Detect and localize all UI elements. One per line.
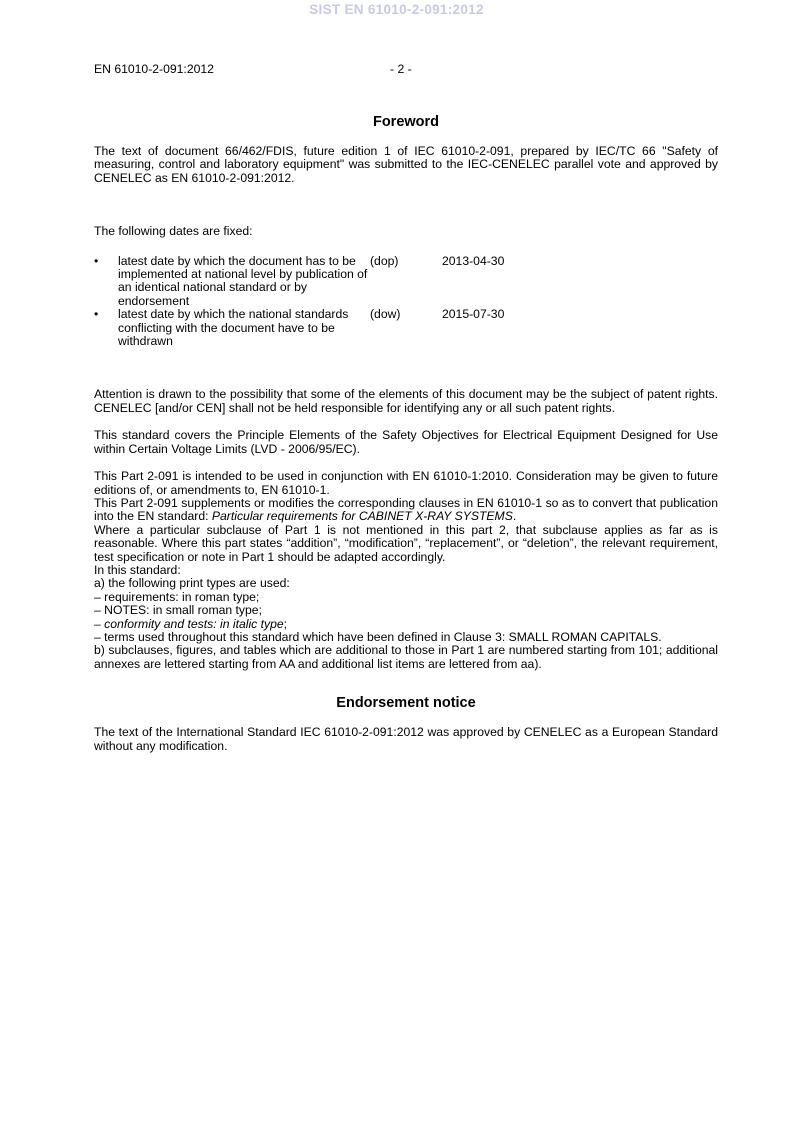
date-item-text: latest date by which the national standards conflicting with the document have to be withdrawn [118, 307, 349, 349]
print-types-intro: a) the following print types are used: [94, 576, 290, 591]
date-item-text: latest date by which the document has to be implemented at national level by publication of an identical national standard or by endorsement [118, 253, 368, 308]
dates-intro: The following dates are fixed: [94, 224, 253, 239]
endorsement-heading: Endorsement notice [336, 695, 476, 712]
subclause-note: Where a particular subclause of Part 1 is not mentioned in this part 2, that subclause applies as far as is reasonable. Where this part states “addition”, “modification”, “replacement”, or “deletion”, the relevant requirement, test specification or note in Part 1 should be adapted accordingly. [94, 522, 718, 564]
date-item-dow [94, 308, 718, 348]
part-intended: This Part 2-091 is intended to be used in conjunction with EN 61010-1:2010. Consideration may be given to future editions of, or amendments to, EN 61010-1. [94, 469, 718, 497]
print-requirements: – requirements: in roman type; [94, 589, 260, 604]
document-id: EN 61010-2-091:2012 [94, 62, 214, 76]
foreword-heading: Foreword [372, 114, 440, 130]
print-terms: – terms used throughout this standard which have been defined in Clause 3: SMALL ROMAN CAPITALS. [94, 629, 662, 644]
lvd-coverage: This standard covers the Principle Elements of the Safety Objectives for Electrical Equipment Designed for Use within Certain Voltage Limits (LVD - 2006/95/EC). [94, 428, 718, 456]
patent-attention: Attention is drawn to the possibility that some of the elements of this document may be the subject of patent rights. CENELEC [and/or CEN] shall not be held responsible for identifying any or all such patent rights. [94, 387, 718, 415]
numbering-note: b) subclauses, figures, and tables which are additional to those in Part 1 are numbered starting from 101; additional annexes are lettered starting from AA and additional list items are lettered from aa). [94, 643, 718, 671]
print-conformity-end: ; [283, 616, 288, 631]
bullet-icon: • [94, 253, 99, 268]
application-notes [94, 470, 718, 671]
part-supplements-end: . [512, 509, 517, 524]
print-conformity-italic: – conformity and tests: in italic type [94, 616, 284, 631]
part-supplements [94, 497, 718, 524]
date-item-date: 2013-04-30 [442, 253, 505, 268]
watermark: SIST EN 61010-2-091:2012 [309, 2, 484, 17]
bullet-icon: • [94, 307, 99, 322]
print-notes: – NOTES: in small roman type; [94, 603, 262, 618]
endorsement-text: The text of the International Standard IEC 61010-2-091:2012 was approved by CENELEC as a European Standard without any modification. [94, 725, 718, 753]
foreword-intro: The text of document 66/462/FDIS, future edition 1 of IEC 61010-2-091, prepared by IEC/TC 66 "Safety of measuring, control and laboratory equipment" was submitted to the IEC-CENELEC parallel vote and approved by CENELEC as EN 61010-2-091:2012. [94, 144, 718, 185]
page-content [94, 114, 718, 753]
print-conformity [94, 618, 718, 631]
dates-list [94, 255, 718, 349]
page-number: - 2 - [390, 62, 412, 76]
part-supplements-text: This Part 2-091 supplements or modifies the corresponding clauses in EN 61010-1 so as to convert that publication into the EN standard: [94, 495, 718, 524]
date-item-abbr: (dop) [370, 253, 399, 268]
part-supplements-title: Particular requirements for CABINET X-RAY SYSTEMS [211, 509, 513, 524]
date-item-date: 2015-07-30 [442, 307, 505, 322]
in-this-standard: In this standard: [94, 562, 181, 577]
date-item-dop [94, 255, 718, 309]
date-item-abbr: (dow) [370, 307, 401, 322]
